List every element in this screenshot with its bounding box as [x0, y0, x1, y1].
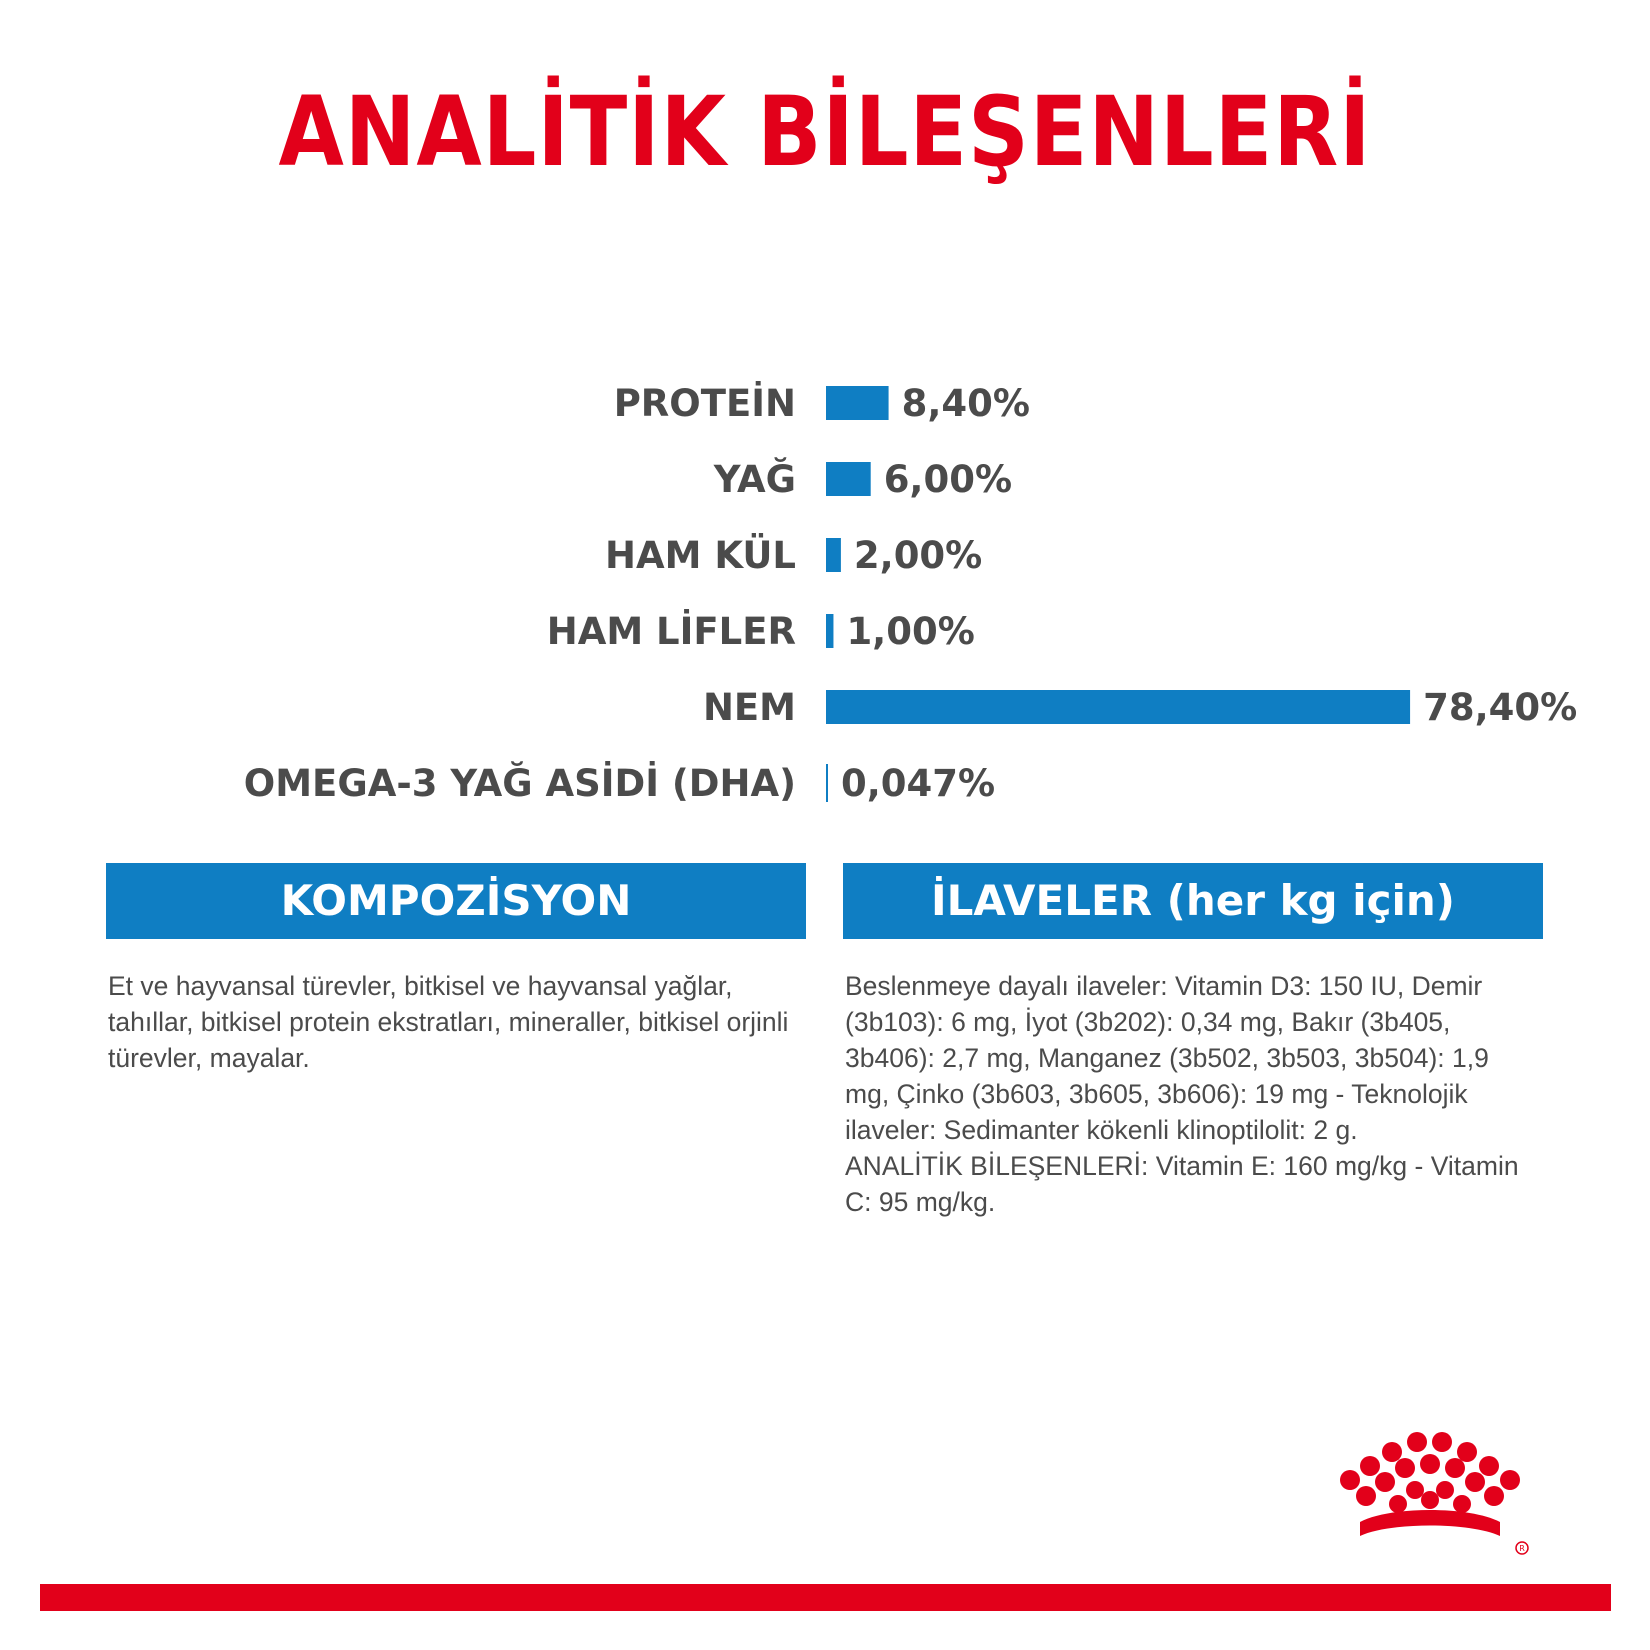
composition-text [108, 968, 808, 1076]
additives-header [843, 863, 1543, 939]
royal-canin-crown-icon [1330, 1430, 1530, 1562]
category-label: OMEGA-3 YAĞ ASİDİ (DHA) [243, 762, 796, 805]
additives-paragraph-2: ANALİTİK BİLEŞENLERİ: Vitamin E: 160 mg/kg - Vitamin C: 95 mg/kg. [845, 1151, 1519, 1217]
bar [826, 764, 828, 802]
additives-paragraph: Beslenmeye dayalı ilaveler: Vitamin D3: 150 IU, Demir (3b103): 6 mg, İyot (3b202): 0,34 mg, Bakır (3b405, 3b406): 2,7 mg, Manganez (3b502, 3b503, 3b504): 1,9 mg, Çinko (3b603, 3b605, 3b606): 19 mg - Teknolojik ilaveler: Sedimanter kökenli klinoptilolit: 2 g. [845, 971, 1489, 1145]
category-label: YAĞ [713, 458, 796, 501]
composition-paragraph: Et ve hayvansal türevler, bitkisel ve hayvansal yağlar, tahıllar, bitkisel protein ekstratları, mineraller, bitkisel orjinli türevler, mayalar. [108, 971, 789, 1073]
bar [826, 386, 889, 420]
value-label: 2,00% [853, 534, 983, 577]
bar [826, 614, 833, 648]
value-label: 1,00% [846, 610, 975, 653]
composition-header-label: KOMPOZİSYON [280, 876, 632, 925]
page-title: ANALİTİK BİLEŞENLERİ [278, 76, 1372, 188]
additives-header-label: İLAVELER (her kg için) [931, 876, 1455, 925]
svg-text:R: R [1519, 1544, 1525, 1553]
additives-text [845, 968, 1525, 1220]
category-label: NEM [702, 686, 796, 729]
bottom-bar [40, 1584, 1611, 1611]
category-label: PROTEİN [613, 382, 796, 425]
category-label: HAM KÜL [605, 534, 796, 577]
bar [826, 462, 871, 496]
value-label: 8,40% [901, 382, 1030, 425]
composition-header [106, 863, 806, 939]
bar [826, 690, 1410, 724]
category-label: HAM LİFLER [546, 610, 796, 653]
analytic-bar-chart [0, 360, 1650, 820]
bar [826, 538, 841, 572]
value-label: 78,40% [1423, 686, 1578, 729]
value-label: 6,00% [883, 458, 1013, 501]
value-label: 0,047% [841, 762, 996, 805]
